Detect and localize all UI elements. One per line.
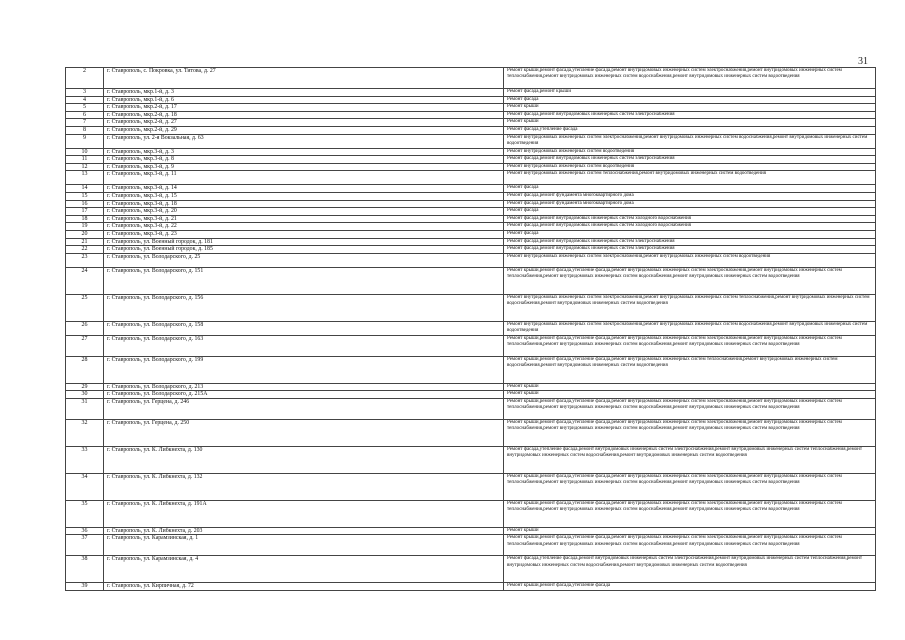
row-address: г. Ставрополь, ул. К. Либкнехта, д. 130	[104, 446, 504, 473]
table-row	[66, 294, 876, 321]
row-number: 37	[66, 535, 104, 556]
row-number: 7	[66, 119, 104, 127]
row-number: 4	[66, 96, 104, 104]
row-address: г. Ставрополь, ул. Володарского, д. 151	[104, 267, 504, 294]
table-row	[66, 356, 876, 383]
row-number: 11	[66, 156, 104, 164]
row-number: 20	[66, 230, 104, 238]
row-address: г. Ставрополь, мкр.1-й, д. 6	[104, 96, 504, 104]
row-address: г. Ставрополь, мкр.3-й, д. 15	[104, 192, 504, 200]
row-address: г. Ставрополь, ул. Володарского, д. 163	[104, 335, 504, 356]
row-address: г. Ставрополь, ул. Карамзинская, д. 4	[104, 556, 504, 583]
row-address: г. Ставрополь, мкр.3-й, д. 14	[104, 185, 504, 193]
row-number: 29	[66, 383, 104, 391]
row-works: Ремонт фасада,ремонт внутридомовых инженерных систем электроснабжения	[504, 156, 876, 164]
table-row	[66, 238, 876, 246]
row-works: Ремонт фасада,ремонт внутридомовых инженерных систем электроснабжения	[504, 238, 876, 246]
row-works: Ремонт внутридомовых инженерных систем электроснабжения,ремонт внутридомовых инженерных систем водоснабжения,ремонт внутридомовых инженерных систем водоотведения	[504, 134, 876, 148]
table-row	[66, 185, 876, 193]
row-address: г. Ставрополь, ул. Володарского, д. 158	[104, 321, 504, 335]
row-number: 36	[66, 527, 104, 535]
row-number: 24	[66, 267, 104, 294]
row-number: 21	[66, 238, 104, 246]
row-works: Ремонт крыши,ремонт фасада,утепление фасада,ремонт внутридомовых инженерных систем электроснабжения,ремонт внутридомовых инженерных систем теплоснабжения,ремонт внутридомовых инженерных систем водоснабжения,ремонт внутридомовых инженерных систем водоотведения	[504, 335, 876, 356]
table-row	[66, 96, 876, 104]
row-works: Ремонт крыши,ремонт фасада,утепление фасада,ремонт внутридомовых инженерных систем электроснабжения,ремонт внутридомовых инженерных систем теплоснабжения,ремонт внутридомовых инженерных систем водоснабжения,ремонт внутридомовых инженерных систем водоотведения	[504, 500, 876, 527]
table-row	[66, 223, 876, 231]
row-address: г. Ставрополь, мкр.2-й, д. 27	[104, 119, 504, 127]
row-number: 14	[66, 185, 104, 193]
row-address: г. Ставрополь, ул. Володарского, д. 199	[104, 356, 504, 383]
row-address: г. Ставрополь, мкр.3-й, д. 11	[104, 171, 504, 185]
table-row	[66, 104, 876, 112]
row-works: Ремонт фасада,ремонт крыши	[504, 89, 876, 97]
row-number: 30	[66, 391, 104, 399]
row-address: г. Ставрополь, ул. Володарского, д. 215А	[104, 391, 504, 399]
row-number: 17	[66, 208, 104, 216]
table-row	[66, 156, 876, 164]
table-row	[66, 68, 876, 89]
table-row	[66, 383, 876, 391]
table-row	[66, 267, 876, 294]
table-row	[66, 119, 876, 127]
row-works: Ремонт фасада,утепление фасада	[504, 126, 876, 134]
row-address: г. Ставрополь, мкр.3-й, д. 23	[104, 230, 504, 238]
row-address: г. Ставрополь, ул. Герцена, д. 246	[104, 398, 504, 419]
row-address: г. Ставрополь, мкр.2-й, д. 29	[104, 126, 504, 134]
table-row	[66, 200, 876, 208]
table-row	[66, 335, 876, 356]
repair-table-grid	[65, 67, 876, 591]
table-row	[66, 89, 876, 97]
row-number: 5	[66, 104, 104, 112]
repair-table	[65, 67, 875, 591]
table-row	[66, 246, 876, 254]
row-address: г. Ставрополь, ул. Карамзинская, д. 1	[104, 535, 504, 556]
row-address: г. Ставрополь, мкр.1-й, д. 3	[104, 89, 504, 97]
table-row	[66, 192, 876, 200]
table-row	[66, 148, 876, 156]
table-row	[66, 391, 876, 399]
row-number: 10	[66, 148, 104, 156]
row-works: Ремонт фасада,ремонт внутридомовых инженерных систем холодного водоснабжения	[504, 215, 876, 223]
row-works: Ремонт крыши,ремонт фасада,утепление фасада,ремонт внутридомовых инженерных систем электроснабжения,ремонт внутридомовых инженерных систем теплоснабжения,ремонт внутридомовых инженерных систем водоснабжения,ремонт внутридомовых инженерных систем водоотведения	[504, 68, 876, 89]
row-works: Ремонт фасада	[504, 230, 876, 238]
row-works: Ремонт фасада,ремонт внутридомовых инженерных систем электроснабжения	[504, 111, 876, 119]
row-address: г. Ставрополь, ул. Володарского, д. 213	[104, 383, 504, 391]
row-number: 13	[66, 171, 104, 185]
table-row	[66, 215, 876, 223]
row-address: г. Ставрополь, мкр.3-й, д. 3	[104, 148, 504, 156]
table-row	[66, 208, 876, 216]
table-row	[66, 527, 876, 535]
table-row	[66, 398, 876, 419]
row-address: г. Ставрополь, ул. Военный городок, д. 181	[104, 238, 504, 246]
row-works: Ремонт крыши,ремонт фасада,утепление фасада,ремонт внутридомовых инженерных систем теплоснабжения,ремонт внутридомовых инженерных систем водоснабжения,ремонт внутридомовых инженерных систем водоотведения	[504, 356, 876, 383]
row-number: 34	[66, 473, 104, 500]
row-number: 8	[66, 126, 104, 134]
table-row	[66, 111, 876, 119]
row-works: Ремонт фасада,утепление фасада,ремонт внутридомовых инженерных систем электроснабжения,ремонт внутридомовых инженерных систем теплоснабжения,ремонт внутридомовых инженерных систем водоснабжения,ремонт внутридомовых инженерных систем водоотведения	[504, 556, 876, 583]
row-number: 9	[66, 134, 104, 148]
row-works: Ремонт крыши	[504, 383, 876, 391]
table-row	[66, 419, 876, 446]
row-works: Ремонт крыши,ремонт фасада,утепление фасада,ремонт внутридомовых инженерных систем электроснабжения,ремонт внутридомовых инженерных систем теплоснабжения,ремонт внутридомовых инженерных систем водоснабжения,ремонт внутридомовых инженерных систем водоотведения	[504, 535, 876, 556]
row-number: 25	[66, 294, 104, 321]
row-works: Ремонт крыши	[504, 527, 876, 535]
row-works: Ремонт крыши,ремонт фасада,утепление фасада,ремонт внутридомовых инженерных систем электроснабжения,ремонт внутридомовых инженерных систем теплоснабжения,ремонт внутридомовых инженерных систем водоснабжения,ремонт внутридомовых инженерных систем водоотведения	[504, 398, 876, 419]
table-row	[66, 230, 876, 238]
table-row	[66, 126, 876, 134]
row-address: г. Ставрополь, с. Покровка, ул. Титова, д. 27	[104, 68, 504, 89]
row-works: Ремонт внутридомовых инженерных систем теплоснабжения,ремонт внутридомовых инженерных систем водоотведения	[504, 171, 876, 185]
row-works: Ремонт внутридомовых инженерных систем электроснабжения,ремонт внутридомовых инженерных систем водоотведения	[504, 253, 876, 267]
row-works: Ремонт фасада	[504, 208, 876, 216]
row-works: Ремонт внутридомовых инженерных систем электроснабжения,ремонт внутридомовых инженерных систем водоснабжения,ремонт внутридомовых инженерных систем водоотведения	[504, 321, 876, 335]
row-number: 32	[66, 419, 104, 446]
table-row	[66, 134, 876, 148]
row-address: г. Ставрополь, мкр.3-й, д. 8	[104, 156, 504, 164]
row-works: Ремонт фасада,ремонт внутридомовых инженерных систем электроснабжения	[504, 246, 876, 254]
row-address: г. Ставрополь, ул. 2-я Вокзальная, д. 63	[104, 134, 504, 148]
row-number: 2	[66, 68, 104, 89]
row-number: 35	[66, 500, 104, 527]
row-number: 38	[66, 556, 104, 583]
table-row	[66, 171, 876, 185]
row-works: Ремонт фасада,утепление фасада,ремонт внутридомовых инженерных систем электроснабжения,ремонт внутридомовых инженерных систем теплоснабжения,ремонт внутридомовых инженерных систем водоснабжения,ремонт внутридомовых инженерных систем водоотведения	[504, 446, 876, 473]
row-works: Ремонт фасада,ремонт внутридомовых инженерных систем холодного водоснабжения	[504, 223, 876, 231]
row-address: г. Ставрополь, ул. К. Либкнехта, д. 203	[104, 527, 504, 535]
row-number: 31	[66, 398, 104, 419]
row-address: г. Ставрополь, мкр.3-й, д. 20	[104, 208, 504, 216]
table-row	[66, 583, 876, 591]
table-body	[66, 68, 876, 591]
row-works: Ремонт внутридомовых инженерных систем водоотведения	[504, 148, 876, 156]
row-works: Ремонт фасада	[504, 96, 876, 104]
row-works: Ремонт крыши,ремонт фасада,утепление фасада,ремонт внутридомовых инженерных систем электроснабжения,ремонт внутридомовых инженерных систем теплоснабжения,ремонт внутридомовых инженерных систем водоснабжения,ремонт внутридомовых инженерных систем водоотведения	[504, 267, 876, 294]
row-number: 26	[66, 321, 104, 335]
row-number: 3	[66, 89, 104, 97]
table-row	[66, 253, 876, 267]
row-number: 39	[66, 583, 104, 591]
table-row	[66, 446, 876, 473]
row-number: 27	[66, 335, 104, 356]
row-number: 19	[66, 223, 104, 231]
row-address: г. Ставрополь, мкр.3-й, д. 22	[104, 223, 504, 231]
row-works: Ремонт внутридомовых инженерных систем водоотведения	[504, 163, 876, 171]
row-works: Ремонт крыши,ремонт фасада,утепление фасада,ремонт внутридомовых инженерных систем электроснабжения,ремонт внутридомовых инженерных систем теплоснабжения,ремонт внутридомовых инженерных систем водоснабжения,ремонт внутридомовых инженерных систем водоотведения	[504, 419, 876, 446]
row-address: г. Ставрополь, ул. Военный городок, д. 185	[104, 246, 504, 254]
row-address: г. Ставрополь, ул. Кирпичная, д. 72	[104, 583, 504, 591]
row-address: г. Ставрополь, ул. Володарского, д. 25	[104, 253, 504, 267]
row-address: г. Ставрополь, ул. К. Либкнехта, д. 132	[104, 473, 504, 500]
row-address: г. Ставрополь, мкр.3-й, д. 9	[104, 163, 504, 171]
table-row	[66, 473, 876, 500]
table-row	[66, 535, 876, 556]
table-row	[66, 163, 876, 171]
row-address: г. Ставрополь, мкр.2-й, д. 18	[104, 111, 504, 119]
row-address: г. Ставрополь, мкр.2-й, д. 17	[104, 104, 504, 112]
row-number: 22	[66, 246, 104, 254]
row-works: Ремонт фасада,ремонт фундамента многоквартирного дома	[504, 200, 876, 208]
row-address: г. Ставрополь, ул. Герцена, д. 250	[104, 419, 504, 446]
page-number: 31	[858, 56, 868, 67]
row-number: 33	[66, 446, 104, 473]
row-works: Ремонт крыши	[504, 391, 876, 399]
row-address: г. Ставрополь, ул. Володарского, д. 156	[104, 294, 504, 321]
row-number: 16	[66, 200, 104, 208]
table-row	[66, 321, 876, 335]
row-number: 6	[66, 111, 104, 119]
table-row	[66, 556, 876, 583]
row-address: г. Ставрополь, ул. К. Либкнехта, д. 191А	[104, 500, 504, 527]
row-works: Ремонт фасада,ремонт фундамента многоквартирного дома	[504, 192, 876, 200]
row-number: 28	[66, 356, 104, 383]
row-number: 15	[66, 192, 104, 200]
row-number: 12	[66, 163, 104, 171]
row-number: 18	[66, 215, 104, 223]
row-works: Ремонт крыши	[504, 119, 876, 127]
row-number: 23	[66, 253, 104, 267]
row-address: г. Ставрополь, мкр.3-й, д. 18	[104, 200, 504, 208]
row-works: Ремонт крыши	[504, 104, 876, 112]
table-row	[66, 500, 876, 527]
row-works: Ремонт крыши,ремонт фасада,утепление фасада,ремонт внутридомовых инженерных систем электроснабжения,ремонт внутридомовых инженерных систем теплоснабжения,ремонт внутридомовых инженерных систем водоснабжения,ремонт внутридомовых инженерных систем водоотведения	[504, 473, 876, 500]
row-works: Ремонт внутридомовых инженерных систем электроснабжения,ремонт внутридомовых инженерных систем теплоснабжения,ремонт внутридомовых инженерных систем водоснабжения,ремонт внутридомовых инженерных систем водоотведения	[504, 294, 876, 321]
row-works: Ремонт фасада	[504, 185, 876, 193]
row-address: г. Ставрополь, мкр.3-й, д. 21	[104, 215, 504, 223]
row-works: Ремонт крыши,ремонт фасада,утепление фасада	[504, 583, 876, 591]
